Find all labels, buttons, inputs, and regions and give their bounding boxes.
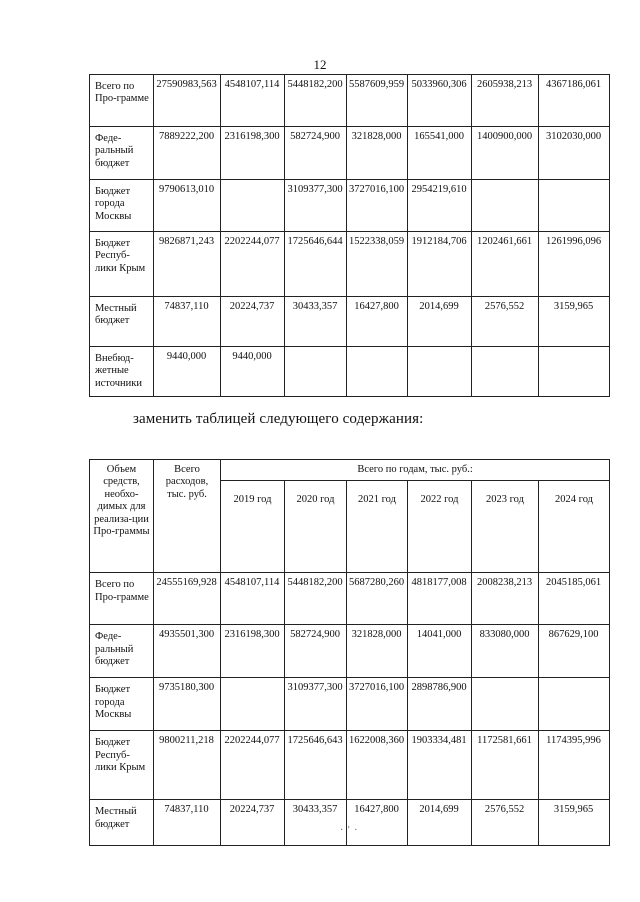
value-cell: 2576,552 bbox=[472, 297, 539, 347]
row-label: Всего по Про-грамме bbox=[90, 75, 154, 127]
value-cell: 321828,000 bbox=[347, 127, 408, 180]
value-cell: 2008238,213 bbox=[472, 573, 539, 625]
replacement-caption: заменить таблицей следующего содержания: bbox=[133, 411, 424, 427]
value-cell bbox=[221, 180, 285, 232]
value-cell bbox=[472, 347, 539, 397]
value-cell: 14041,000 bbox=[408, 625, 472, 678]
value-cell: 2898786,900 bbox=[408, 678, 472, 731]
value-cell: 9735180,300 bbox=[154, 678, 221, 731]
value-cell: 1903334,481 bbox=[408, 731, 472, 800]
header-program-volume: Объем средств, необхо-димых для реализа-ции Про-граммы bbox=[90, 460, 154, 573]
row-label: Бюджет города Москвы bbox=[90, 678, 154, 731]
value-cell: 2014,699 bbox=[408, 297, 472, 347]
header-total-expenses: Всего расходов, тыс. руб. bbox=[154, 460, 221, 573]
value-cell: 9440,000 bbox=[221, 347, 285, 397]
value-cell: 1912184,706 bbox=[408, 232, 472, 297]
value-cell: 1522338,059 bbox=[347, 232, 408, 297]
value-cell: 2576,552 bbox=[472, 800, 539, 846]
value-cell: 582724,900 bbox=[285, 625, 347, 678]
header-year: 2021 год bbox=[347, 481, 408, 573]
page-number: 12 bbox=[313, 57, 327, 72]
value-cell: 20224,737 bbox=[221, 297, 285, 347]
value-cell: 321828,000 bbox=[347, 625, 408, 678]
value-cell: 2316198,300 bbox=[221, 625, 285, 678]
value-cell: 165541,000 bbox=[408, 127, 472, 180]
value-cell bbox=[539, 180, 610, 232]
value-cell: 7889222,200 bbox=[154, 127, 221, 180]
value-cell bbox=[472, 678, 539, 731]
row-label: Феде-ральный бюджет bbox=[90, 127, 154, 180]
row-label: Местный бюджет bbox=[90, 800, 154, 846]
value-cell: 1261996,096 bbox=[539, 232, 610, 297]
value-cell: 2605938,213 bbox=[472, 75, 539, 127]
value-cell bbox=[472, 180, 539, 232]
value-cell: 2014,699 bbox=[408, 800, 472, 846]
header-year: 2023 год bbox=[472, 481, 539, 573]
value-cell: 3727016,100 bbox=[347, 678, 408, 731]
value-cell: 16427,800 bbox=[347, 800, 408, 846]
value-cell: 9800211,218 bbox=[154, 731, 221, 800]
value-cell: 74837,110 bbox=[154, 800, 221, 846]
value-cell: 3159,965 bbox=[539, 800, 610, 846]
value-cell: 5033960,306 bbox=[408, 75, 472, 127]
value-cell: 9790613,010 bbox=[154, 180, 221, 232]
table-row bbox=[90, 800, 610, 846]
value-cell: 5448182,200 bbox=[285, 573, 347, 625]
value-cell: 2202244,077 bbox=[221, 232, 285, 297]
header-year: 2019 год bbox=[221, 481, 285, 573]
value-cell: 24555169,928 bbox=[154, 573, 221, 625]
value-cell: 5448182,200 bbox=[285, 75, 347, 127]
table-row bbox=[90, 180, 610, 232]
value-cell: 1174395,996 bbox=[539, 731, 610, 800]
value-cell bbox=[539, 347, 610, 397]
value-cell: 2954219,610 bbox=[408, 180, 472, 232]
value-cell bbox=[221, 678, 285, 731]
row-label: Местный бюджет bbox=[90, 297, 154, 347]
header-year: 2022 год bbox=[408, 481, 472, 573]
table-row bbox=[90, 75, 610, 127]
value-cell: 1725646,643 bbox=[285, 731, 347, 800]
table-row bbox=[90, 297, 610, 347]
header-year: 2020 год bbox=[285, 481, 347, 573]
value-cell: 30433,357 bbox=[285, 297, 347, 347]
value-cell: 1622008,360 bbox=[347, 731, 408, 800]
table-row bbox=[90, 127, 610, 180]
header-year: 2024 год bbox=[539, 481, 610, 573]
row-label: Бюджет Респуб-лики Крым bbox=[90, 731, 154, 800]
value-cell: 5587609,959 bbox=[347, 75, 408, 127]
table-row bbox=[90, 625, 610, 678]
value-cell: 4818177,008 bbox=[408, 573, 472, 625]
row-label: Всего по Про-грамме bbox=[90, 573, 154, 625]
scan-mark: · ' · bbox=[340, 825, 359, 836]
value-cell: 2045185,061 bbox=[539, 573, 610, 625]
value-cell: 3159,965 bbox=[539, 297, 610, 347]
value-cell: 867629,100 bbox=[539, 625, 610, 678]
value-cell: 833080,000 bbox=[472, 625, 539, 678]
table-row bbox=[90, 678, 610, 731]
value-cell: 1725646,644 bbox=[285, 232, 347, 297]
value-cell: 9826871,243 bbox=[154, 232, 221, 297]
value-cell bbox=[347, 347, 408, 397]
value-cell: 16427,800 bbox=[347, 297, 408, 347]
row-label: Внебюд-жетные источники bbox=[90, 347, 154, 397]
value-cell: 74837,110 bbox=[154, 297, 221, 347]
value-cell bbox=[408, 347, 472, 397]
value-cell: 1172581,661 bbox=[472, 731, 539, 800]
value-cell: 4367186,061 bbox=[539, 75, 610, 127]
value-cell: 1202461,661 bbox=[472, 232, 539, 297]
new-funding-table bbox=[89, 459, 610, 846]
value-cell: 3102030,000 bbox=[539, 127, 610, 180]
value-cell: 30433,357 bbox=[285, 800, 347, 846]
value-cell bbox=[539, 678, 610, 731]
row-label: Феде-ральный бюджет bbox=[90, 625, 154, 678]
value-cell: 9440,000 bbox=[154, 347, 221, 397]
value-cell: 3109377,300 bbox=[285, 180, 347, 232]
value-cell: 4548107,114 bbox=[221, 75, 285, 127]
header-row bbox=[90, 460, 610, 481]
value-cell: 2202244,077 bbox=[221, 731, 285, 800]
table-row bbox=[90, 232, 610, 297]
value-cell: 5687280,260 bbox=[347, 573, 408, 625]
table-row bbox=[90, 347, 610, 397]
value-cell: 3727016,100 bbox=[347, 180, 408, 232]
value-cell: 2316198,300 bbox=[221, 127, 285, 180]
table-row bbox=[90, 573, 610, 625]
row-label: Бюджет города Москвы bbox=[90, 180, 154, 232]
old-funding-table bbox=[89, 74, 610, 397]
value-cell: 4935501,300 bbox=[154, 625, 221, 678]
value-cell: 4548107,114 bbox=[221, 573, 285, 625]
row-label: Бюджет Респуб-лики Крым bbox=[90, 232, 154, 297]
value-cell: 3109377,300 bbox=[285, 678, 347, 731]
value-cell bbox=[285, 347, 347, 397]
header-years-title: Всего по годам, тыс. руб.: bbox=[221, 460, 610, 481]
table-row bbox=[90, 731, 610, 800]
value-cell: 1400900,000 bbox=[472, 127, 539, 180]
value-cell: 582724,900 bbox=[285, 127, 347, 180]
value-cell: 27590983,563 bbox=[154, 75, 221, 127]
value-cell: 20224,737 bbox=[221, 800, 285, 846]
